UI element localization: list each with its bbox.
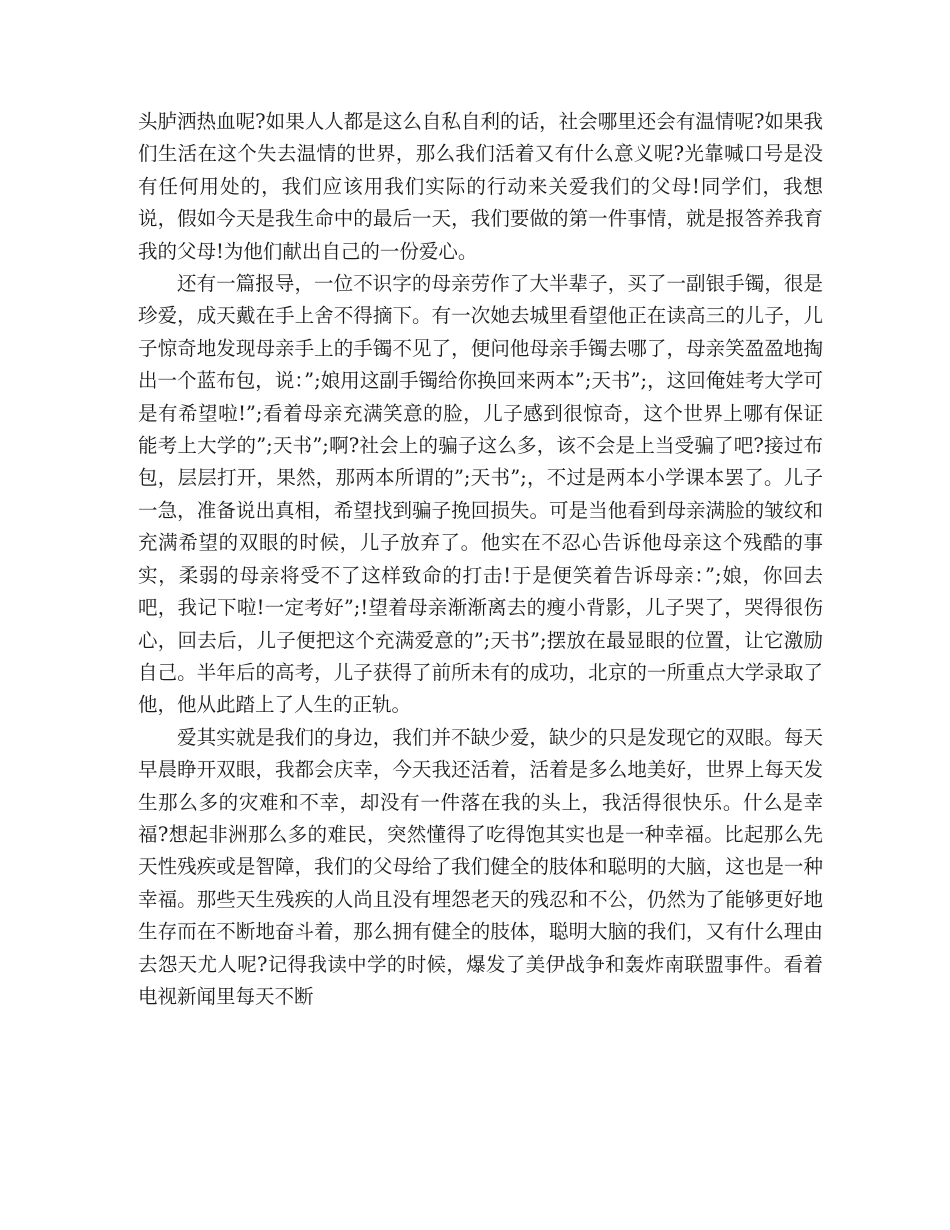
- paragraph-2: 还有一篇报导，一位不识字的母亲劳作了大半辈子，买了一副银手镯，很是珍爱，成天戴在手上舍不得摘下。有一次她去城里看望他正在读高三的儿子，儿子惊奇地发现母亲手上的手镯不见了，便问他母亲手镯去哪了，母亲笑盈盈地掏出一个蓝布包，说：”;娘用这副手镯给你换回来两本”;天书”;，这回俺娃考大学可是有希望啦!”;看着母亲充满笑意的脸，儿子感到很惊奇，这个世界上哪有保证能考上大学的”;天书”;啊?社会上的骗子这么多，该不会是上当受骗了吧?接过布包，层层打开，果然，那两本所谓的”;天书”;，不过是两本小学课本罢了。儿子一急，准备说出真相，希望找到骗子挽回损失。可是当他看到母亲满脸的皱纹和充满希望的双眼的时候，儿子放弃了。他实在不忍心告诉他母亲这个残酷的事实，柔弱的母亲将受不了这样致命的打击!于是便笑着告诉母亲：”;娘，你回去吧，我记下啦!一定考好”;!望着母亲渐渐离去的瘦小背影，儿子哭了，哭得很伤心，回去后，儿子便把这个充满爱意的”;天书”;摆放在最显眼的位置，让它激励自己。半年后的高考，儿子获得了前所未有的成功，北京的一所重点大学录取了他，他从此踏上了人生的正轨。: [138, 272, 823, 717]
- document-body: [138, 106, 823, 1013]
- paragraph-3: 爱其实就是我们的身边，我们并不缺少爱，缺少的只是发现它的双眼。每天早晨睁开双眼，我都会庆幸，今天我还活着，活着是多么地美好，世界上每天发生那么多的灾难和不幸，却没有一件落在我的头上，我活得很快乐。什么是幸福?想起非洲那么多的难民，突然懂得了吃得饱其实也是一种幸福。比起那么先天性残疾或是智障，我们的父母给了我们健全的肢体和聪明的大脑，这也是一种幸福。那些天生残疾的人尚且没有埋怨老天的残忍和不公，仍然为了能够更好地生存而在不断地奋斗着，那么拥有健全的肢体，聪明大脑的我们，又有什么理由去怨天尤人呢?记得我读中学的时候，爆发了美伊战争和轰炸南联盟事件。看着电视新闻里每天不断: [138, 725, 823, 1008]
- paragraph-1: 头胪洒热血呢?如果人人都是这么自私自利的话，社会哪里还会有温情呢?如果我们生活在这个失去温情的世界，那么我们活着又有什么意义呢?光靠喊口号是没有任何用处的，我们应该用我们实际的行动来关爱我们的父母!同学们，我想说，假如今天是我生命中的最后一天，我们要做的第一件事情，就是报答养我育我的父母!为他们献出自己的一份爱心。: [138, 110, 823, 263]
